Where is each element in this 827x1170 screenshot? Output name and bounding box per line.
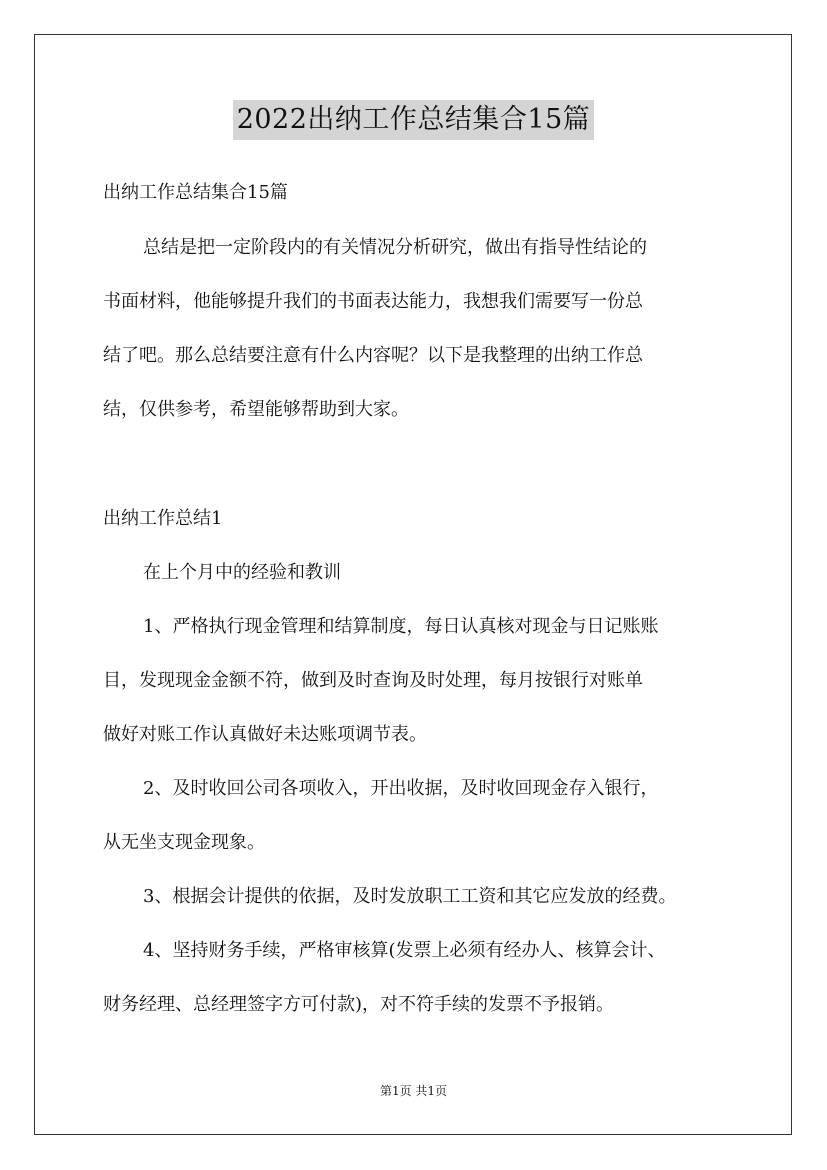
document-title: 2022出纳工作总结集合15篇	[233, 100, 595, 140]
section-intro: 在上个月中的经验和教训	[143, 562, 341, 583]
intro-line-3: 结了吧。那么总结要注意有什么内容呢？以下是我整理的出纳工作总	[103, 345, 643, 366]
item-3-line-1: 3、根据会计提供的依据，及时发放职工工资和其它应发放的经费。	[143, 886, 677, 907]
item-2-line-2: 从无坐支现金现象。	[103, 832, 265, 853]
title-area	[0, 100, 827, 140]
item-2-line-1: 2、及时收回公司各项收入，开出收据，及时收回现金存入银行，	[143, 778, 659, 799]
item-1-line-3: 做好对账工作认真做好未达账项调节表。	[103, 724, 427, 745]
intro-line-2: 书面材料，他能够提升我们的书面表达能力，我想我们需要写一份总	[103, 291, 643, 312]
document-subtitle: 出纳工作总结集合15篇	[103, 182, 288, 203]
item-1-line-2: 目，发现现金金额不符，做到及时查询及时处理，每月按银行对账单	[103, 670, 643, 691]
item-1-line-1: 1、严格执行现金管理和结算制度，每日认真核对现金与日记账账	[143, 616, 659, 637]
page-footer: 第1页 共1页	[379, 1084, 448, 1098]
intro-line-4: 结，仅供参考，希望能够帮助到大家。	[103, 399, 409, 420]
intro-line-1: 总结是把一定阶段内的有关情况分析研究，做出有指导性结论的	[143, 237, 647, 258]
section-heading: 出纳工作总结1	[103, 508, 223, 529]
item-4-line-2: 财务经理、总经理签字方可付款)，对不符手续的发票不予报销。	[103, 994, 615, 1015]
item-4-line-1: 4、坚持财务手续，严格审核算(发票上必须有经办人、核算会计、	[143, 940, 666, 961]
